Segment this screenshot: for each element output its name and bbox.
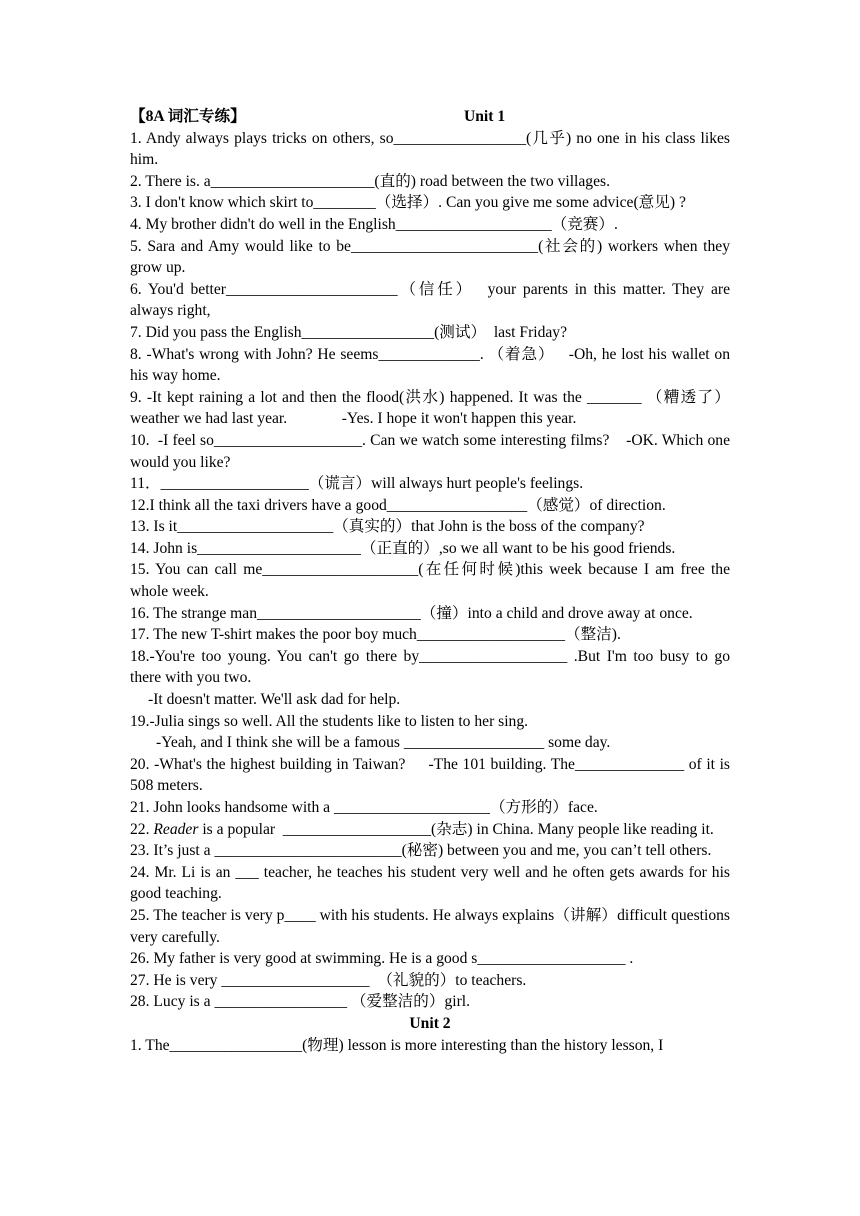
question-1-28: 28. Lucy is a _________________ （爱整洁的）girl. [130,993,471,1011]
question-1-13: 13. Is it____________________（真实的）that John is the boss of the company? [130,518,645,536]
question-1-3: 3. I don't know which skirt to________（选择）. Can you give me some advice(意见) ? [130,194,686,212]
unit-2-heading: Unit 2 [409,1014,451,1032]
question-1-4: 4. My brother didn't do well in the English____________________（竞赛）. [130,215,618,233]
question-1-18-reply: -It doesn't matter. We'll ask dad for help. [148,691,401,709]
question-1-16: 16. The strange man_____________________（撞）into a child and drove away at once. [130,604,693,622]
question-1-15: 15. You can call me____________________(在任何时候)this week because I am free the whole week. [130,561,734,601]
question-1-12: 12.I think all the taxi drivers have a good__________________（感觉）of direction. [130,496,666,514]
magazine-title: Reader [153,820,199,838]
question-1-10: 10. -I feel so___________________. Can we watch some interesting films? -OK. Which one would you like? [130,431,734,471]
question-1-19: 19.-Julia sings so well. All the students like to listen to her sing. [130,712,529,730]
question-1-24: 24. Mr. Li is an ___ teacher, he teaches his student very well and he often gets awards for his good teaching. [130,863,734,903]
question-1-8: 8. -What's wrong with John? He seems_____________. （着急） -Oh, he lost his wallet on his way home. [130,345,734,385]
question-1-22-number: 22. [130,820,154,838]
question-1-27: 27. He is very ___________________ （礼貌的）to teachers. [130,971,527,989]
unit-1-heading: Unit 1 [464,108,506,125]
question-1-17: 17. The new T-shirt makes the poor boy much___________________（整洁). [130,626,621,644]
question-1-14: 14. John is_____________________（正直的）,so we all want to be his good friends. [130,539,676,557]
question-1-18: 18.-You're too young. You can't go there by___________________ .But I'm too busy to go there with you two. [130,647,734,687]
question-1-25: 25. The teacher is very p____ with his students. He always explains（讲解）difficult questions very carefully. [130,906,734,946]
question-1-7: 7. Did you pass the English_________________(测试） last Friday? [130,323,568,341]
question-1-22-text: is a popular ___________________(杂志) in China. Many people like reading it. [202,820,714,838]
question-1-26: 26. My father is very good at swimming. He is a good s___________________ . [130,950,634,968]
question-1-11: 11．___________________（谎言）will always hurt people's feelings. [130,475,584,493]
question-1-5: 5. Sara and Amy would like to be________________________(社会的) workers when they grow up. [130,237,734,277]
question-2-1: 1. The_________________(物理) lesson is more interesting than the history lesson, I [130,1036,664,1054]
question-1-23: 23. It’s just a ________________________(秘密) between you and me, you can’t tell others. [130,842,712,860]
question-1-20: 20. -What's the highest building in Taiwan? -The 101 building. The______________ of it is 508 meters. [130,755,734,795]
worksheet-page [130,106,734,1056]
question-1-2: 2. There is. a_____________________(直的) road between the two villages. [130,172,610,190]
question-1-21: 21. John looks handsome with a ____________________（方形的）face. [130,799,598,816]
question-1-22 [130,819,730,841]
worksheet-header [130,106,730,128]
question-1-1: 1. Andy always plays tricks on others, so_________________(几乎) no one in his class likes him. [130,129,734,169]
question-1-19-reply: -Yeah, and I think she will be a famous __________________ some day. [156,734,611,752]
question-1-6: 6. You'd better______________________（信任） your parents in this matter. They are always right, [130,280,734,320]
question-1-9: 9. -It kept raining a lot and then the flood(洪水) happened. It was the _______ （糟透了）weather we had last year. -Yes. I hope it won't happen this year. [130,388,730,428]
section-title: 【8A 词汇专练】 [130,108,246,125]
